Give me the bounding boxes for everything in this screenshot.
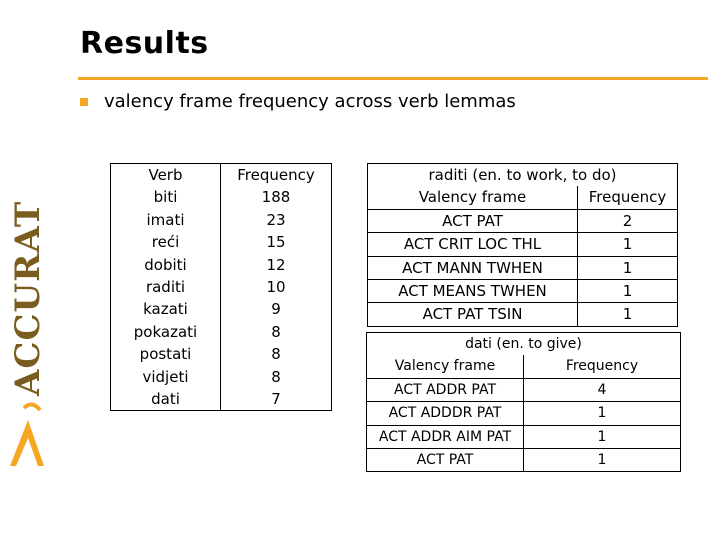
cell-frequency: 4	[524, 378, 681, 401]
cell-frequency: 188	[221, 186, 332, 208]
cell-frequency: 23	[221, 209, 332, 231]
raditi-header-frequency: Frequency	[578, 186, 678, 209]
cell-frequency: 1	[578, 280, 678, 303]
raditi-header-frame: Valency frame	[368, 186, 578, 209]
cell-frequency: 1	[578, 303, 678, 326]
dati-caption: dati (en. to give)	[367, 333, 681, 356]
cell-frequency: 10	[221, 276, 332, 298]
cell-frequency: 8	[221, 343, 332, 365]
header-frequency: Frequency	[221, 164, 332, 187]
table-row	[111, 209, 332, 231]
header-verb: Verb	[111, 164, 221, 187]
cell-label: reći	[111, 231, 221, 253]
cell-frequency: 15	[221, 231, 332, 253]
cell-label: vidjeti	[111, 366, 221, 388]
table-row	[111, 231, 332, 253]
table-row	[367, 378, 681, 401]
subtitle-text: valency frame frequency across verb lemmas	[104, 91, 516, 112]
table-row	[111, 366, 332, 388]
cell-frequency: 8	[221, 321, 332, 343]
table-row	[368, 233, 678, 256]
cell-label: ACT MANN TWHEN	[368, 256, 578, 279]
table-row	[368, 280, 678, 303]
cell-label: dobiti	[111, 254, 221, 276]
cell-label: postati	[111, 343, 221, 365]
cell-frequency: 1	[578, 233, 678, 256]
table-row	[111, 321, 332, 343]
cell-label: biti	[111, 186, 221, 208]
table-row	[111, 388, 332, 411]
cell-label: ACT CRIT LOC THL	[368, 233, 578, 256]
cell-frequency: 8	[221, 366, 332, 388]
table-row	[111, 276, 332, 298]
cell-frequency: 12	[221, 254, 332, 276]
cell-frequency: 7	[221, 388, 332, 411]
table-header-row	[111, 164, 332, 187]
accurat-logo	[6, 200, 48, 470]
cell-label: ACT PAT	[367, 449, 524, 472]
dati-header-frequency: Frequency	[524, 355, 681, 378]
subtitle-bullet	[80, 91, 516, 112]
cell-label: raditi	[111, 276, 221, 298]
table-row	[367, 402, 681, 425]
cell-label: dati	[111, 388, 221, 411]
table-row	[368, 209, 678, 232]
cell-label: ACT MEANS TWHEN	[368, 280, 578, 303]
cell-label: ACT ADDDR PAT	[367, 402, 524, 425]
cell-label: pokazati	[111, 321, 221, 343]
cell-label: kazati	[111, 298, 221, 320]
table-row	[368, 256, 678, 279]
title-underline	[78, 77, 708, 80]
raditi-caption: raditi (en. to work, to do)	[368, 164, 678, 187]
table-row	[367, 425, 681, 448]
table-row	[111, 186, 332, 208]
page-title: Results	[80, 26, 209, 61]
table-row	[111, 343, 332, 365]
cell-label: ACT PAT	[368, 209, 578, 232]
cell-label: ACT PAT TSIN	[368, 303, 578, 326]
verb-frequency-table	[110, 163, 332, 411]
square-bullet-icon	[80, 98, 88, 106]
cell-frequency: 2	[578, 209, 678, 232]
table-row	[111, 298, 332, 320]
cell-frequency: 1	[524, 402, 681, 425]
cell-label: imati	[111, 209, 221, 231]
cell-frequency: 1	[524, 425, 681, 448]
cell-frequency: 9	[221, 298, 332, 320]
cell-label: ACT ADDR AIM PAT	[367, 425, 524, 448]
table-row	[368, 303, 678, 326]
cell-label: ACT ADDR PAT	[367, 378, 524, 401]
table-row	[367, 449, 681, 472]
dati-header-frame: Valency frame	[367, 355, 524, 378]
raditi-valency-table	[367, 163, 678, 327]
logo-text: ACCURAT	[8, 200, 48, 396]
cell-frequency: 1	[578, 256, 678, 279]
dati-valency-table	[366, 332, 681, 472]
table-row	[111, 254, 332, 276]
cell-frequency: 1	[524, 449, 681, 472]
